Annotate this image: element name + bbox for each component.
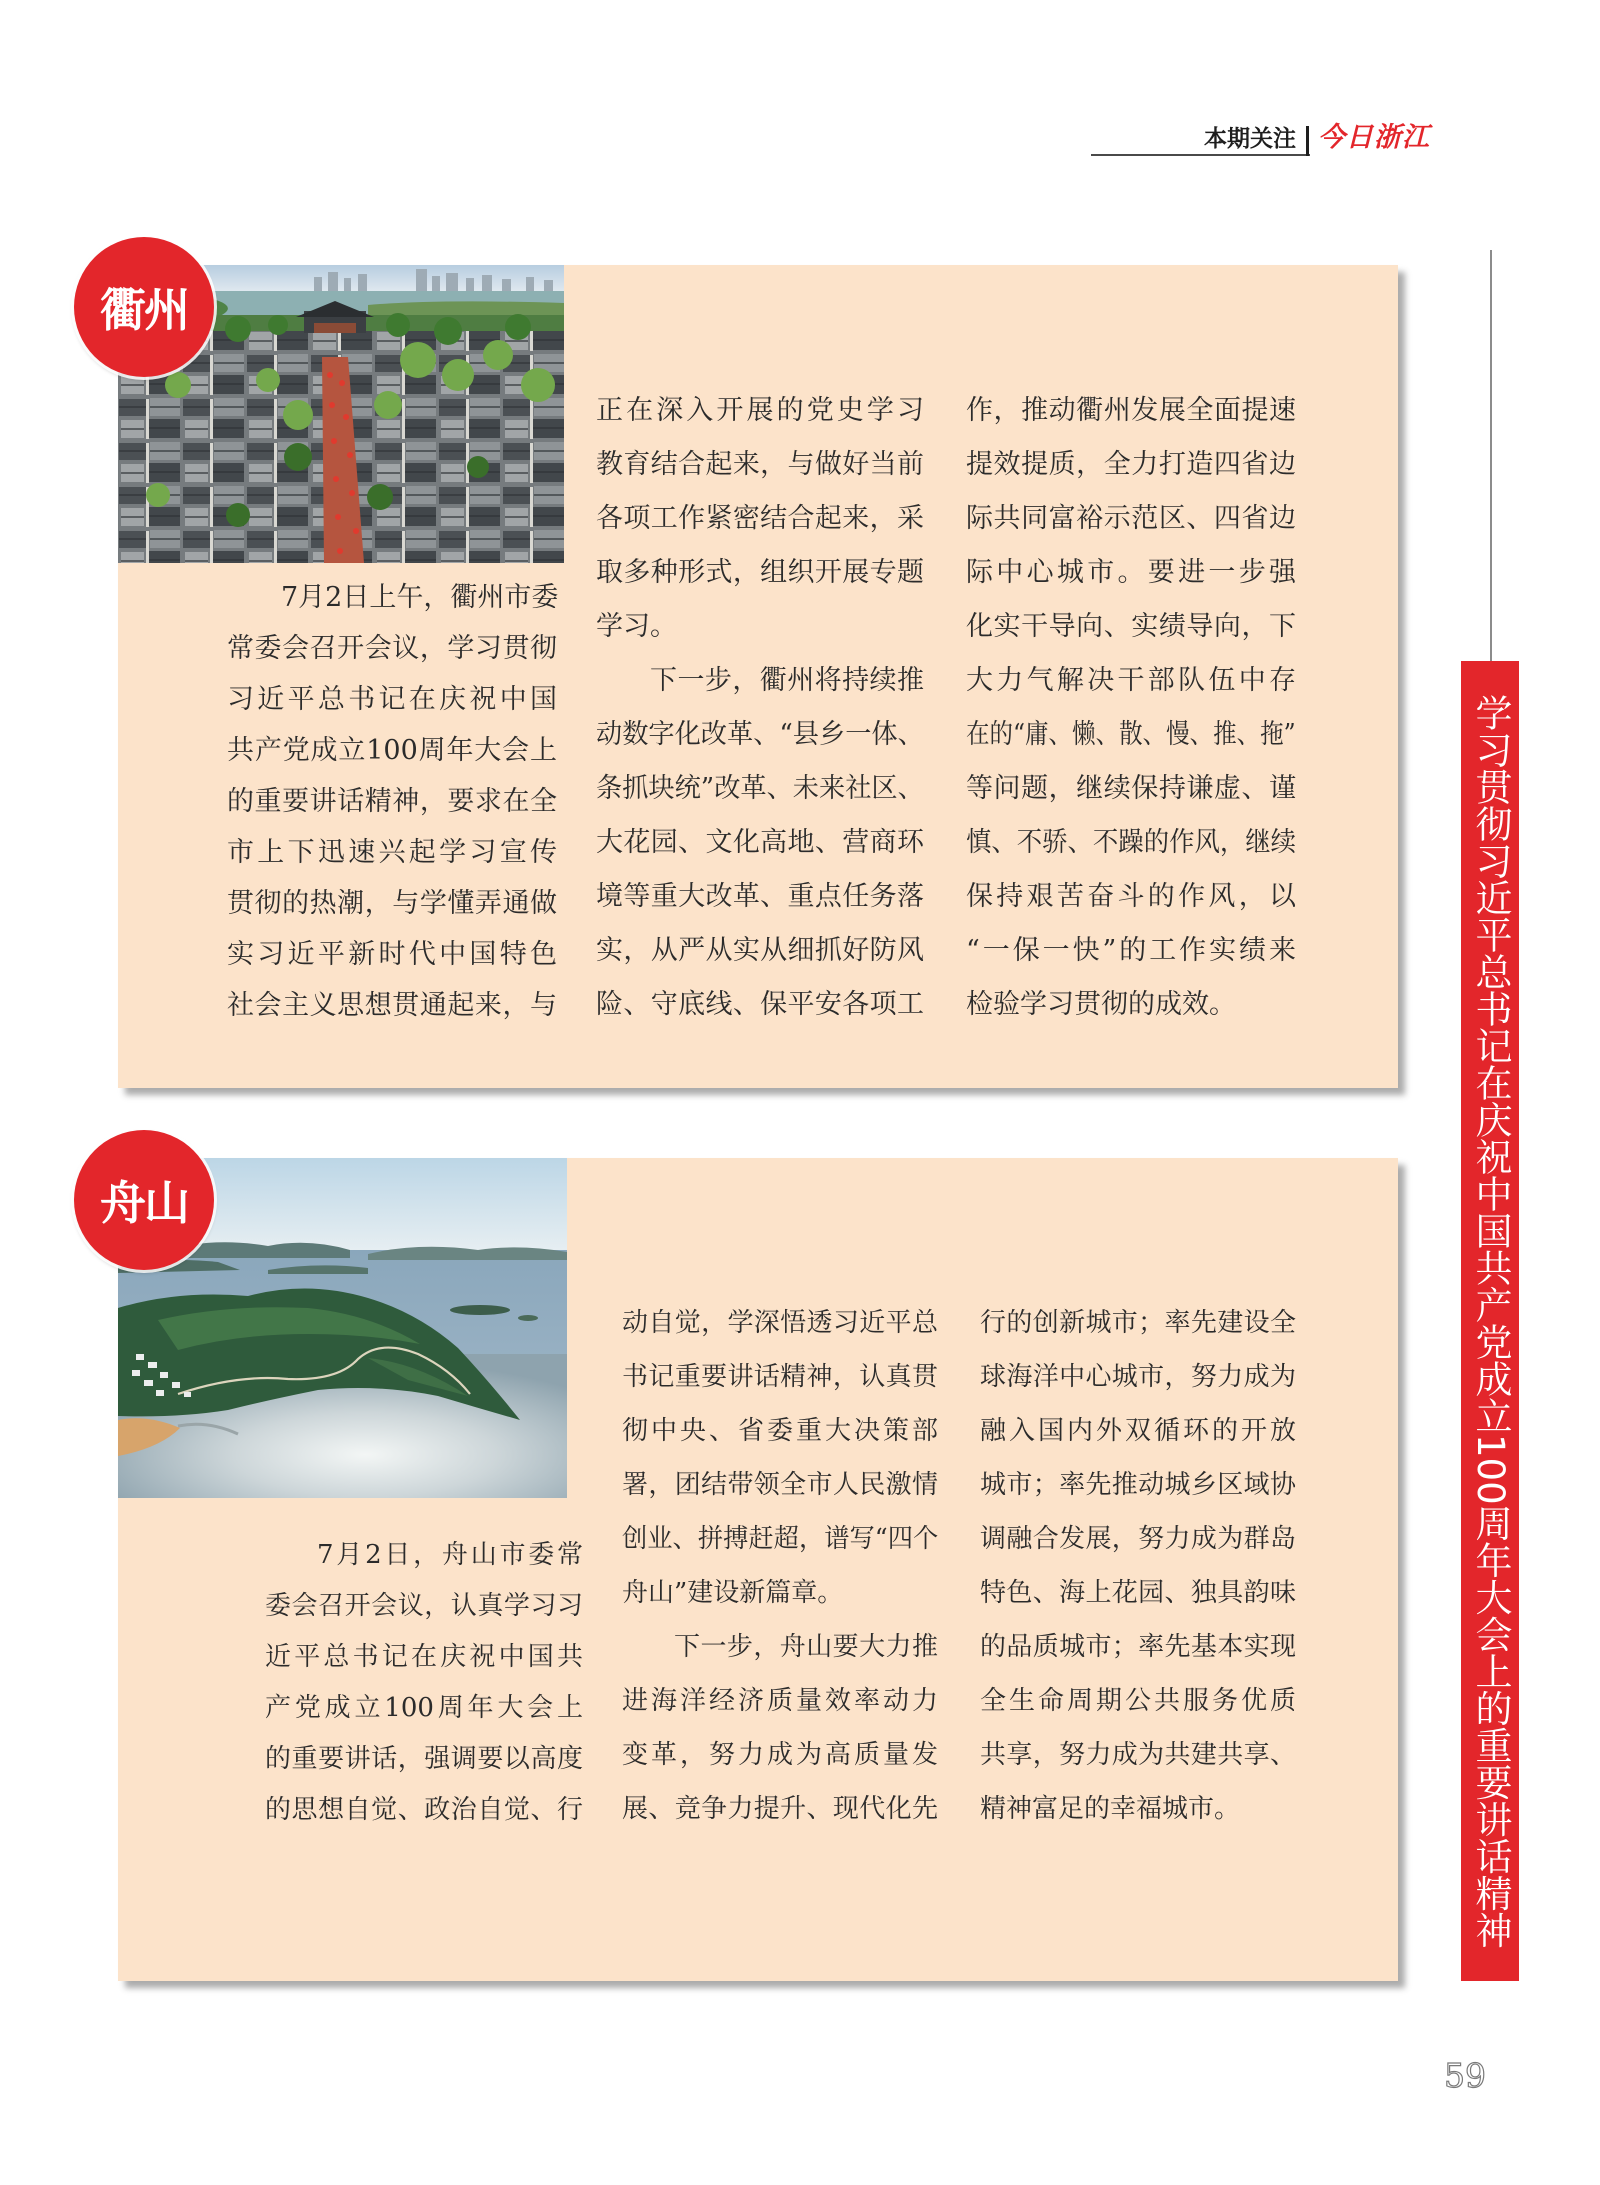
city-badge-quzhou: 衢州 bbox=[74, 237, 214, 377]
paragraph-line: 的重要讲话，强调要以高度 bbox=[265, 1744, 583, 1774]
paragraph-line: 7月2日上午，衢州市委 bbox=[281, 582, 559, 613]
article-column-2 bbox=[622, 1296, 938, 1836]
paragraph-line: 市上下迅速兴起学习宣传 bbox=[227, 837, 557, 868]
article-column-1 bbox=[227, 572, 557, 1031]
paragraph-line: 变革，努力成为高质量发 bbox=[622, 1740, 938, 1770]
paragraph-line: 产党成立100周年大会上 bbox=[265, 1693, 583, 1723]
paragraph-line: 动数字化改革、“县乡一体、 bbox=[596, 719, 924, 750]
paragraph-line: “一保一快”的工作实绩来 bbox=[966, 935, 1296, 966]
paragraph-line: 各项工作紧密结合起来，采 bbox=[596, 503, 924, 534]
paragraph-line: 保持艰苦奋斗的作风，以 bbox=[966, 881, 1296, 912]
paragraph-line: 全生命周期公共服务优质 bbox=[980, 1686, 1296, 1716]
paragraph-line: 舟山”建设新篇章。 bbox=[622, 1578, 844, 1608]
paragraph-line: 贯彻的热潮，与学懂弄通做 bbox=[227, 888, 557, 919]
article-column-2 bbox=[596, 384, 924, 1032]
paragraph-line: 条抓块统”改革、未来社区、 bbox=[596, 773, 924, 804]
paragraph-line: 委会召开会议，认真学习习 bbox=[265, 1591, 583, 1621]
paragraph-line: 在的“庸、懒、散、慢、推、拖” bbox=[966, 719, 1296, 750]
paragraph-line: 球海洋中心城市，努力成为 bbox=[980, 1362, 1296, 1392]
paragraph-line: 调融合发展，努力成为群岛 bbox=[980, 1524, 1296, 1554]
page-number: 59 bbox=[1444, 2056, 1486, 2095]
paragraph-line: 书记重要讲话精神，认真贯 bbox=[622, 1362, 938, 1392]
paragraph-line: 实习近平新时代中国特色 bbox=[227, 939, 557, 970]
paragraph-line: 的思想自觉、政治自觉、行 bbox=[265, 1795, 583, 1825]
topic-banner bbox=[1461, 661, 1519, 1981]
paragraph-line: 正在深入开展的党史学习 bbox=[596, 395, 924, 426]
header-rule bbox=[1091, 154, 1310, 156]
article-column-3 bbox=[980, 1296, 1296, 1836]
paragraph-line: 行的创新城市；率先建设全 bbox=[980, 1308, 1296, 1338]
paragraph-line: 险、守底线、保平安各项工 bbox=[596, 989, 924, 1020]
paragraph-line: 检验学习贯彻的成效。 bbox=[966, 989, 1236, 1020]
topic-banner-text: 学习贯彻习近平总书记在庆祝中国共产党成立100周年大会上的重要讲话精神 bbox=[1469, 693, 1512, 1949]
paragraph-line: 下一步，舟山要大力推 bbox=[674, 1632, 938, 1662]
paragraph-line: 的品质城市；率先基本实现 bbox=[980, 1632, 1296, 1662]
paragraph-line: 署，团结带领全市人民激情 bbox=[622, 1470, 938, 1500]
paragraph-line: 近平总书记在庆祝中国共 bbox=[265, 1642, 583, 1672]
paragraph-line: 际中心城市。要进一步强 bbox=[966, 557, 1296, 588]
paragraph-line: 际共同富裕示范区、四省边 bbox=[966, 503, 1296, 534]
paragraph-line: 社会主义思想贯通起来，与 bbox=[227, 990, 557, 1021]
section-title: 本期关注 bbox=[1204, 126, 1296, 152]
paragraph-line: 习近平总书记在庆祝中国 bbox=[227, 684, 557, 715]
city-badge-zhoushan: 舟山 bbox=[74, 1130, 214, 1270]
article-column-3 bbox=[966, 384, 1296, 1032]
paragraph-line: 提效提质，全力打造四省边 bbox=[966, 449, 1296, 480]
paragraph-line: 下一步，衢州将持续推 bbox=[650, 665, 924, 696]
magazine-logo: 今日浙江 bbox=[1318, 122, 1430, 153]
paragraph-line: 的重要讲话精神，要求在全 bbox=[227, 786, 557, 817]
paragraph-line: 共享，努力成为共建共享、 bbox=[980, 1740, 1296, 1770]
header-separator bbox=[1306, 126, 1309, 156]
paragraph-line: 取多种形式，组织开展专题 bbox=[596, 557, 924, 588]
paragraph-line: 实，从严从实从细抓好防风 bbox=[596, 935, 924, 966]
paragraph-line: 城市；率先推动城乡区域协 bbox=[980, 1470, 1296, 1500]
paragraph-line: 学习。 bbox=[596, 611, 677, 642]
paragraph-line: 境等重大改革、重点任务落 bbox=[596, 881, 924, 912]
article-column-1 bbox=[265, 1530, 583, 1836]
paragraph-line: 精神富足的幸福城市。 bbox=[980, 1794, 1241, 1824]
paragraph-line: 展、竞争力提升、现代化先 bbox=[622, 1794, 938, 1824]
paragraph-line: 等问题，继续保持谦虚、谨 bbox=[966, 773, 1296, 804]
paragraph-line: 大力气解决干部队伍中存 bbox=[966, 665, 1296, 696]
paragraph-line: 创业、拼搏赶超，谱写“四个 bbox=[622, 1524, 939, 1554]
paragraph-line: 大花园、文化高地、营商环 bbox=[596, 827, 924, 858]
paragraph-line: 特色、海上花园、独具韵味 bbox=[980, 1578, 1296, 1608]
paragraph-line: 共产党成立100周年大会上 bbox=[227, 735, 557, 766]
paragraph-line: 彻中央、省委重大决策部 bbox=[622, 1416, 938, 1446]
paragraph-line: 常委会召开会议，学习贯彻 bbox=[227, 633, 557, 664]
paragraph-line: 动自觉，学深悟透习近平总 bbox=[622, 1308, 938, 1338]
paragraph-line: 教育结合起来，与做好当前 bbox=[596, 449, 924, 480]
paragraph-line: 进海洋经济质量效率动力 bbox=[622, 1686, 938, 1716]
paragraph-line: 作，推动衢州发展全面提速 bbox=[966, 395, 1296, 426]
side-rule bbox=[1490, 250, 1492, 661]
paragraph-line: 化实干导向、实绩导向，下 bbox=[966, 611, 1296, 642]
paragraph-line: 慎、不骄、不躁的作风，继续 bbox=[966, 827, 1296, 858]
paragraph-line: 融入国内外双循环的开放 bbox=[980, 1416, 1296, 1446]
paragraph-line: 7月2日，舟山市委常 bbox=[317, 1540, 583, 1570]
